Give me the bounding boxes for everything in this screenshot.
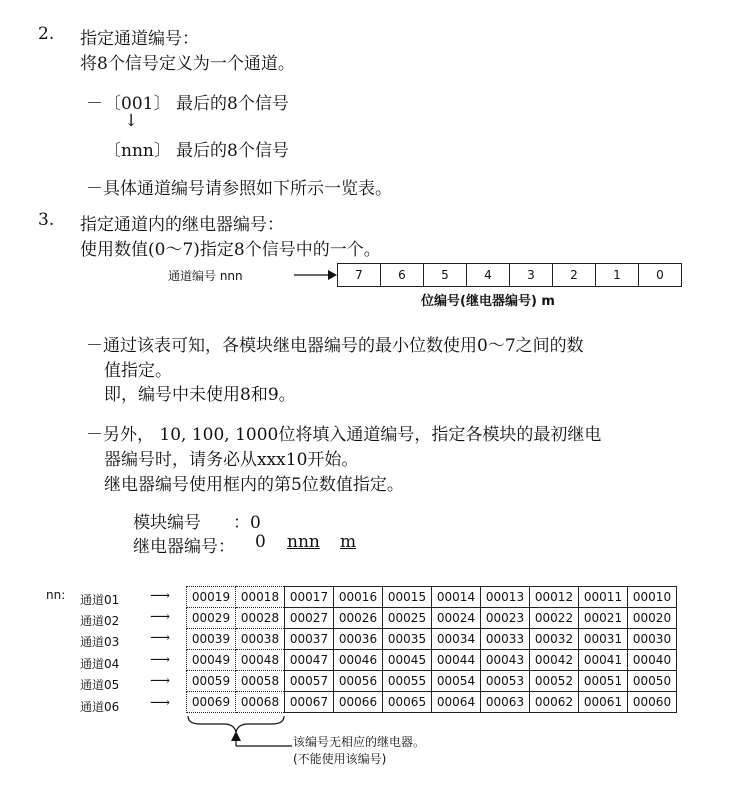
relay-cell: 00023	[481, 608, 530, 629]
note1-line1: －通过该表可知，各模块继电器编号的最小位数使用0～7之间的数	[86, 336, 584, 356]
bits-caption: 位编号(继电器编号) m	[421, 294, 555, 309]
unused-note-line2: (不能使用该编号)	[293, 752, 387, 766]
relay-cell: 00044	[432, 650, 481, 671]
relay-cell: 00027	[285, 608, 334, 629]
relay-cell: 00035	[383, 629, 432, 650]
relay-cell: 00055	[383, 671, 432, 692]
relay-cell: 00062	[530, 692, 579, 713]
unused-brace-icon	[180, 714, 310, 754]
relay-cell: 00056	[334, 671, 383, 692]
range-start-code: 〔001〕	[104, 94, 171, 114]
row-arrow-icon: ⟶	[150, 652, 171, 668]
relay-cell: 00010	[628, 587, 677, 608]
relay-cell: 00060	[628, 692, 677, 713]
relay-cell: 00050	[628, 671, 677, 692]
relay-cell: 00043	[481, 650, 530, 671]
relay-cell: 00026	[334, 608, 383, 629]
relay-cell: 00037	[285, 629, 334, 650]
row-arrow-icon: ⟶	[150, 695, 171, 711]
bit-cell: 7	[338, 264, 381, 287]
table-row	[187, 650, 677, 671]
relay-cell: 00029	[187, 608, 236, 629]
bit-cell: 2	[553, 264, 596, 287]
channel-row-label: 通道06	[80, 700, 120, 714]
relay-cell: 00045	[383, 650, 432, 671]
row-arrow-icon: ⟶	[150, 630, 171, 646]
relay-cell: 00053	[481, 671, 530, 692]
row-arrow-icon: ⟶	[150, 673, 171, 689]
table-row	[187, 608, 677, 629]
section3-title: 指定通道内的继电器编号：	[80, 215, 284, 235]
bit-cell: 3	[510, 264, 553, 287]
relay-cell: 00030	[628, 629, 677, 650]
relay-cell: 00049	[187, 650, 236, 671]
module-value: ：0	[233, 513, 261, 533]
relay-cell: 00014	[432, 587, 481, 608]
section2-desc: 将8个信号定义为一个通道。	[80, 54, 295, 74]
relay-cell: 00065	[383, 692, 432, 713]
unused-note-line1: 该编号无相应的继电器。	[293, 735, 426, 749]
relay-cell: 00028	[236, 608, 285, 629]
relay-cell: 00067	[285, 692, 334, 713]
bit-cell: 6	[381, 264, 424, 287]
range-end-code: 〔nnn〕	[104, 141, 171, 161]
relay-label: 继电器编号：	[133, 537, 235, 557]
relay-cell: 00015	[383, 587, 432, 608]
relay-zero: 0	[255, 532, 266, 552]
relay-cell: 00021	[579, 608, 628, 629]
relay-cell: 00017	[285, 587, 334, 608]
note2-line3: 继电器编号使用框内的第5位数值指定。	[104, 475, 404, 495]
section2-title: 指定通道编号：	[80, 29, 199, 49]
relay-m: m	[340, 532, 357, 552]
relay-cell: 00066	[334, 692, 383, 713]
range-end-text: 最后的8个信号	[176, 141, 289, 161]
relay-cell: 00019	[187, 587, 236, 608]
range-dash: －	[86, 94, 103, 114]
table-row	[187, 629, 677, 650]
channel-label: 通道编号 nnn	[168, 269, 243, 283]
relay-cell: 00063	[481, 692, 530, 713]
relay-cell: 00011	[579, 587, 628, 608]
bit-cell: 5	[424, 264, 467, 287]
bit-number-table	[337, 263, 682, 287]
section2-note: －具体通道编号请参照如下所示一览表。	[86, 179, 392, 199]
relay-cell: 00051	[579, 671, 628, 692]
relay-cell: 00022	[530, 608, 579, 629]
relay-cell: 00020	[628, 608, 677, 629]
bit-cell: 1	[596, 264, 639, 287]
channel-row-label: 通道04	[80, 657, 120, 671]
nn-label: nn:	[46, 588, 66, 602]
relay-cell: 00040	[628, 650, 677, 671]
relay-cell: 00032	[530, 629, 579, 650]
relay-nnn: nnn	[287, 532, 320, 552]
row-arrow-icon: ⟶	[150, 588, 171, 604]
note2-line2: 器编号时，请务必从xxx10开始。	[104, 450, 359, 470]
channel-row-label: 通道05	[80, 678, 120, 692]
relay-cell: 00033	[481, 629, 530, 650]
relay-cell: 00042	[530, 650, 579, 671]
table-row	[187, 671, 677, 692]
relay-cell: 00036	[334, 629, 383, 650]
relay-cell: 00052	[530, 671, 579, 692]
bit-cell: 0	[639, 264, 682, 287]
relay-cell: 00057	[285, 671, 334, 692]
relay-number-table	[186, 586, 677, 713]
channel-row-label: 通道03	[80, 635, 120, 649]
relay-cell: 00041	[579, 650, 628, 671]
relay-cell: 00016	[334, 587, 383, 608]
relay-cell: 00013	[481, 587, 530, 608]
relay-cell: 00046	[334, 650, 383, 671]
relay-cell: 00012	[530, 587, 579, 608]
relay-cell: 00068	[236, 692, 285, 713]
relay-cell: 00018	[236, 587, 285, 608]
table-row	[187, 587, 677, 608]
note2-line1: －另外， 10, 100, 1000位将填入通道编号，指定各模块的最初继电	[86, 425, 602, 445]
row-arrow-icon: ⟶	[150, 609, 171, 625]
relay-cell: 00039	[187, 629, 236, 650]
range-down-arrow-icon: ↓	[124, 111, 139, 131]
relay-cell: 00047	[285, 650, 334, 671]
relay-cell: 00024	[432, 608, 481, 629]
range-start-text: 最后的8个信号	[176, 94, 289, 114]
table-row	[187, 692, 677, 713]
bit-cell: 4	[467, 264, 510, 287]
relay-cell: 00034	[432, 629, 481, 650]
channel-row-label: 通道02	[80, 614, 120, 628]
relay-cell: 00038	[236, 629, 285, 650]
relay-cell: 00059	[187, 671, 236, 692]
relay-cell: 00054	[432, 671, 481, 692]
note1-line2: 值指定。	[104, 361, 172, 381]
relay-cell: 00069	[187, 692, 236, 713]
section3-number: 3.	[38, 210, 55, 230]
note1-line3: 即，编号中未使用8和9。	[104, 385, 296, 405]
relay-cell: 00058	[236, 671, 285, 692]
relay-cell: 00025	[383, 608, 432, 629]
channel-row-label: 通道01	[80, 593, 120, 607]
section3-desc: 使用数值(0～7)指定8个信号中的一个。	[80, 240, 381, 260]
relay-cell: 00061	[579, 692, 628, 713]
channel-arrow-icon	[294, 268, 338, 282]
relay-cell: 00048	[236, 650, 285, 671]
section2-number: 2.	[38, 24, 55, 44]
relay-cell: 00064	[432, 692, 481, 713]
module-label: 模块编号	[133, 513, 201, 533]
relay-cell: 00031	[579, 629, 628, 650]
